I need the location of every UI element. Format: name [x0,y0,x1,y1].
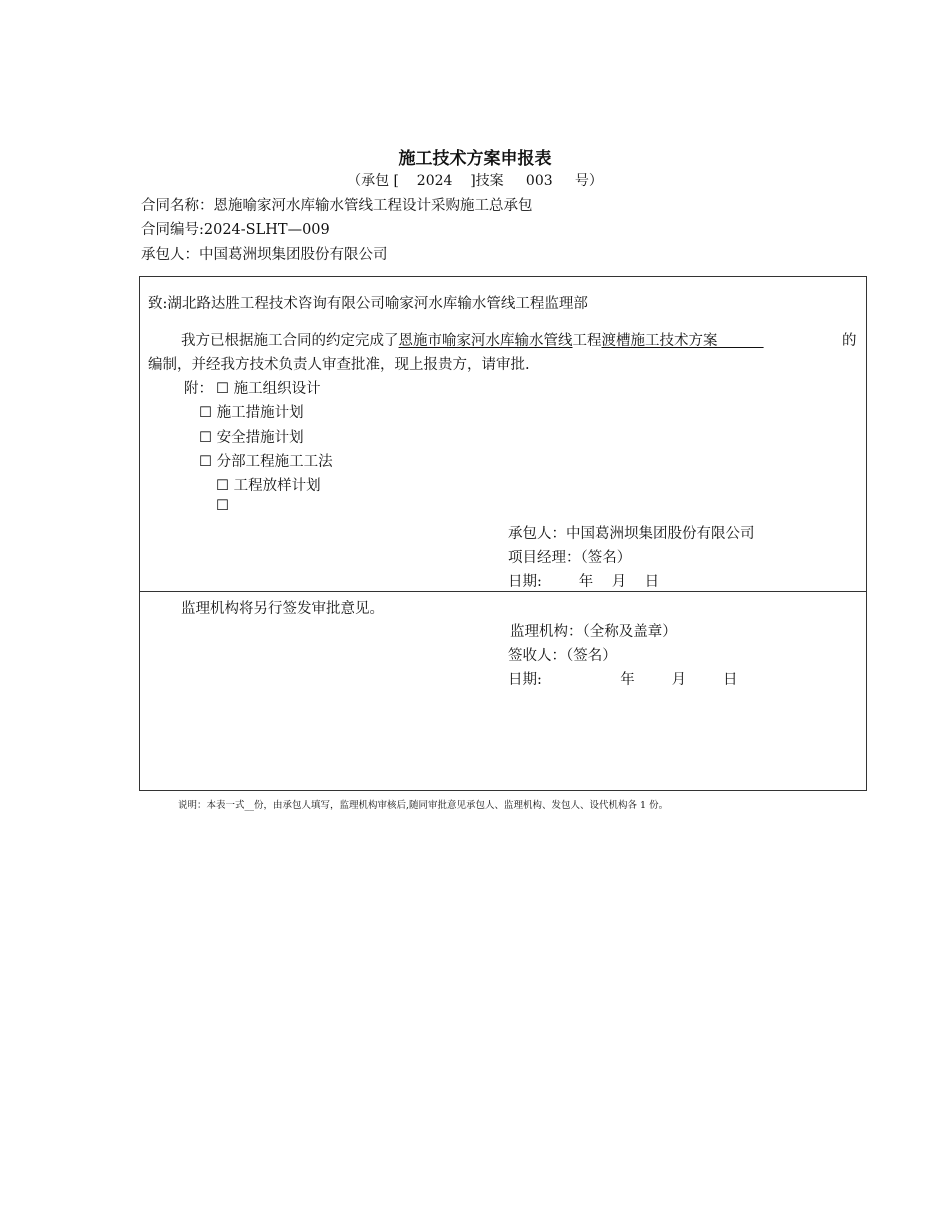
attachment-item[interactable] [199,401,304,422]
attachment-item[interactable] [216,377,321,398]
project-name: 恩施市喻家河水库输水管线 [398,333,573,349]
attachment-item[interactable] [216,498,229,514]
contractor-signature: 承包人：中国葛洲坝集团股份有限公司 [508,526,755,542]
paragraph-text: 工程 [572,333,602,349]
attachment-label: 工程放样计划 [233,478,321,494]
attachment-item[interactable] [216,474,321,495]
paragraph-text: 我方已根据施工合同的约定完成了 [181,333,399,349]
form-title: 施工技术方案申报表 [398,149,552,169]
attachment-item[interactable] [199,450,333,471]
paragraph-tail: 的 [842,333,857,349]
checkbox-icon[interactable]: ☐ [216,498,229,514]
receiver-signature: 签收人：（签名） [508,648,617,664]
addressee: 致:湖北路达胜工程技术咨询有限公司喻家河水库输水管线工程监理部 [148,296,588,312]
attachment-label: 分部工程施工工法 [216,454,333,470]
contract-number: 合同编号:2024-SLHT—009 [141,222,330,238]
submission-date: 日期: 年 月 日 [508,574,660,590]
checkbox-icon[interactable]: ☐ [199,405,212,421]
checkbox-icon[interactable]: ☐ [216,478,229,494]
footnote: 说明：本表一式__份，由承包人填写，监理机构审核后,随同审批意见承包人、监理机构、发包人、设代机构各 1 份。 [178,800,669,811]
paragraph-line-1 [181,329,764,350]
attachment-label: 安全措施计划 [216,430,304,446]
section-divider [140,591,866,592]
attachments-label: 附： [184,381,213,397]
attachment-label: 施工组织设计 [233,381,321,397]
form-table [139,276,867,791]
checkbox-icon[interactable]: ☐ [199,430,212,446]
attachment-item[interactable] [199,426,304,447]
document-number: （承包 [ 2024 ]技案 003 号） [347,173,603,189]
scheme-name: 渡槽施工技术方案 [601,333,764,349]
contract-name: 合同名称：恩施喻家河水库输水管线工程设计采购施工总承包 [141,198,533,214]
contractor-name: 承包人：中国葛洲坝集团股份有限公司 [141,247,388,263]
supervision-org: 监理机构：（全称及盖章） [510,624,677,640]
checkbox-icon[interactable]: ☐ [199,454,212,470]
paragraph-line-2: 编制，并经我方技术负责人审查批准，现上报贵方，请审批. [148,357,530,373]
manager-signature: 项目经理：（签名） [508,550,632,566]
review-date: 日期: 年 月 日 [508,672,738,688]
checkbox-icon[interactable]: ☐ [216,381,229,397]
review-statement: 监理机构将另行签发审批意见。 [181,601,384,617]
attachment-label: 施工措施计划 [216,405,304,421]
